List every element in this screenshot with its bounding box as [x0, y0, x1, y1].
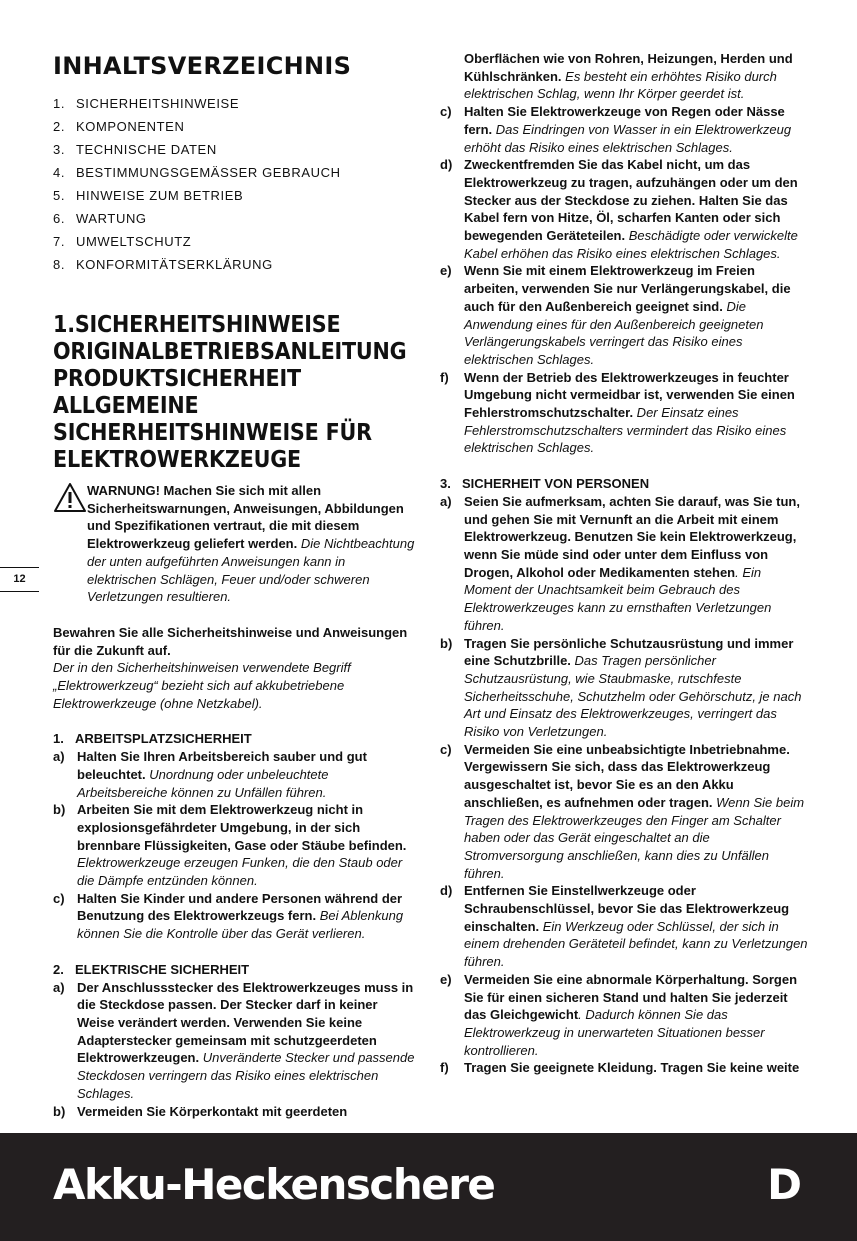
right-column: [440, 50, 810, 1077]
list-item: d) Zweckentfremden Sie das Kabel nicht, um das Elektrowerkzeug zu tragen, aufzuhängen oder um den Stecker aus der Steckdose zu ziehen. Halten Sie das Kabel fern von Hitze, Öl, scharfen Kanten oder sich bewegenden Geräteteilen. Beschädigte oder verwickelte Kabel erhöhen das Risiko eines elektrischen Schlages.: [440, 157, 798, 261]
toc-title: INHALTSVERZEICHNIS: [53, 52, 352, 80]
footer-bar: [0, 1133, 857, 1241]
toc-item[interactable]: 4. BESTIMMUNGSGEMÄSSER GEBRAUCH: [53, 165, 341, 180]
page-number: 12: [0, 567, 39, 592]
list-item: f) Wenn der Betrieb des Elektrowerkzeuges in feuchter Umgebung nicht vermeidbar ist, verwenden Sie einen Fehlerstromschutzschalter. Der Einsatz eines Fehlerstromschutzschalters vermindert das Risiko eines elektrischen Schlages.: [440, 369, 795, 456]
warning-triangle-icon: [53, 482, 87, 514]
toc-item[interactable]: 2. KOMPONENTEN: [53, 119, 185, 134]
product-title: Akku-Heckenschere: [53, 1160, 495, 1209]
list-item: a) Der Anschlussstecker des Elektrowerkzeuges muss in die Steckdose passen. Der Stecker darf in keiner Weise verändert werden. Verwenden Sie keine Adapterstecker gemeinsam mit schutzgeerdeten Elektrowerkzeugen. Unveränderte Stecker und passende Steckdosen verringern das Risiko eines elektrischen Schlages.: [53, 979, 415, 1101]
list-item: c) Halten Sie Kinder und andere Personen während der Benutzung des Elektrowerkzeugs fern. Bei Ablenkung können Sie die Kontrolle über das Gerät verlieren.: [53, 890, 404, 942]
left-column: [53, 52, 415, 1120]
toc-item[interactable]: 6. WARTUNG: [53, 211, 147, 226]
list-item: e) Wenn Sie mit einem Elektrowerkzeug im Freien arbeiten, verwenden Sie nur Verlängerungskabel, die auch für den Außenbereich geeignet sind. Die Anwendung eines für den Außenbereich geeigneten Verlängerungskabels verringert das Risiko eines elektrischen Schlages.: [440, 263, 791, 367]
section-title: 2. ELEKTRISCHE SICHERHEIT: [53, 961, 250, 977]
warning-bold-text: WARNUNG! Machen Sie sich mit allen Sicherheitswarnungen, Anweisungen, Abbildungen und Spezifikationen vertraut, die mit diesem Elektrowerkzeug geliefert werden.: [87, 483, 404, 552]
list-item: d) Entfernen Sie Einstellwerkzeuge oder Schraubenschlüssel, bevor Sie das Elektrowerkzeug einschalten. Ein Werkzeug oder Schlüssel, der sich in einem drehenden Geräteteil befindet, kann zu Verletzungen führen.: [440, 883, 808, 970]
keep-instructions-bold: Bewahren Sie alle Sicherheitshinweise und Anweisungen für die Zukunft auf.: [53, 624, 408, 658]
section-title: 3. SICHERHEIT VON PERSONEN: [440, 476, 650, 492]
language-code: D: [767, 1160, 802, 1209]
toc-list: [53, 92, 415, 276]
keep-instructions-italic: Der in den Sicherheitshinweisen verwendete Begriff „Elektrowerkzeug“ bezieht sich auf akkubetriebene Elektrowerkzeuge (ohne Netzkabel).: [53, 660, 351, 711]
list-item: c) Halten Sie Elektrowerkzeuge von Regen oder Nässe fern. Das Eindringen von Wasser in ein Elektrowerkzeug erhöht das Risiko eines elektrischen Schlages.: [440, 104, 792, 155]
warning-italic-text: Die Nichtbeachtung der unten aufgeführten Anweisungen kann in elektrischen Schlägen, Feuer und/oder schweren Verletzungen resultieren.: [87, 536, 415, 605]
warning-block: [53, 482, 415, 606]
toc-item[interactable]: 1. SICHERHEITSHINWEISE: [53, 96, 240, 111]
section-heading: 1.SICHERHEITSHINWEISE ORIGINALBETRIEBSANLEITUNG PRODUKTSICHERHEIT ALLGEMEINE SICHERHEITSHINWEISE FÜR ELEKTROWERKZEUGE: [53, 312, 407, 473]
list-item: b) Vermeiden Sie Körperkontakt mit geerdeten: [53, 1103, 348, 1119]
toc-item[interactable]: 3. TECHNISCHE DATEN: [53, 142, 217, 157]
list-item: a) Seien Sie aufmerksam, achten Sie darauf, was Sie tun, und gehen Sie mit Vernunft an die Arbeit mit einem Elektrowerkzeug. Benutzen Sie kein Elektrowerkzeug, wenn Sie müde sind oder unter dem Einfluss von Drogen, Alkohol oder Medikamenten stehen. Ein Moment der Unachtsamkeit beim Gebrauch des Elektrowerkzeuges kann zu ernsthaften Verletzungen führen.: [440, 493, 800, 633]
list-item: b) Tragen Sie persönliche Schutzausrüstung und immer eine Schutzbrille. Das Tragen persönlicher Schutzausrüstung, wie Staubmaske, rutschfeste Sicherheitsschuhe, Schutzhelm oder Gehörschutz, je nach Art und Einsatz des Elektrowerkzeuges, verringert das Risiko von Verletzungen.: [440, 635, 802, 740]
list-item: c) Vermeiden Sie eine unbeabsichtigte Inbetriebnahme. Vergewissern Sie sich, dass das Elektrowerkzeug ausgeschaltet ist, bevor Sie es an den Akku anschließen, es aufnehmen oder tragen. Wenn Sie beim Tragen des Elektrowerkzeuges den Finger am Schalter haben oder das Gerät eingeschaltet an die Stromversorgung anschließen, kann dies zu Unfällen führen.: [440, 741, 805, 881]
toc-item[interactable]: 7. UMWELTSCHUTZ: [53, 234, 192, 249]
list-item: b) Arbeiten Sie mit dem Elektrowerkzeug nicht in explosionsgefährdeter Umgebung, in der sich brennbare Flüssigkeiten, Gase oder Stäube befinden. Elektrowerkzeuge erzeugen Funken, die den Staub oder die Dämpfe entzünden können.: [53, 802, 407, 889]
section-title: 1. ARBEITSPLATZSICHERHEIT: [53, 731, 252, 747]
toc-item[interactable]: 8. KONFORMITÄTSERKLÄRUNG: [53, 257, 273, 272]
list-item-continued: Oberflächen wie von Rohren, Heizungen, Herden und Kühlschränken. Es besteht ein erhöhtes Risiko durch elektrischen Schlag, wenn Ihr Körper geerdet ist.: [464, 51, 793, 102]
toc-item[interactable]: 5. HINWEISE ZUM BETRIEB: [53, 188, 244, 203]
list-item: e) Vermeiden Sie eine abnormale Körperhaltung. Sorgen Sie für einen sicheren Stand und halten Sie jederzeit das Gleichgewicht. Dadurch können Sie das Elektrowerkzeug in unerwarteten Situationen besser kontrollieren.: [440, 971, 798, 1058]
list-item: f) Tragen Sie geeignete Kleidung. Tragen Sie keine weite: [440, 1060, 800, 1076]
list-item: a) Halten Sie Ihren Arbeitsbereich sauber und gut beleuchtet. Unordnung oder unbeleuchtete Arbeitsbereiche können zu Unfällen führen.: [53, 749, 367, 800]
